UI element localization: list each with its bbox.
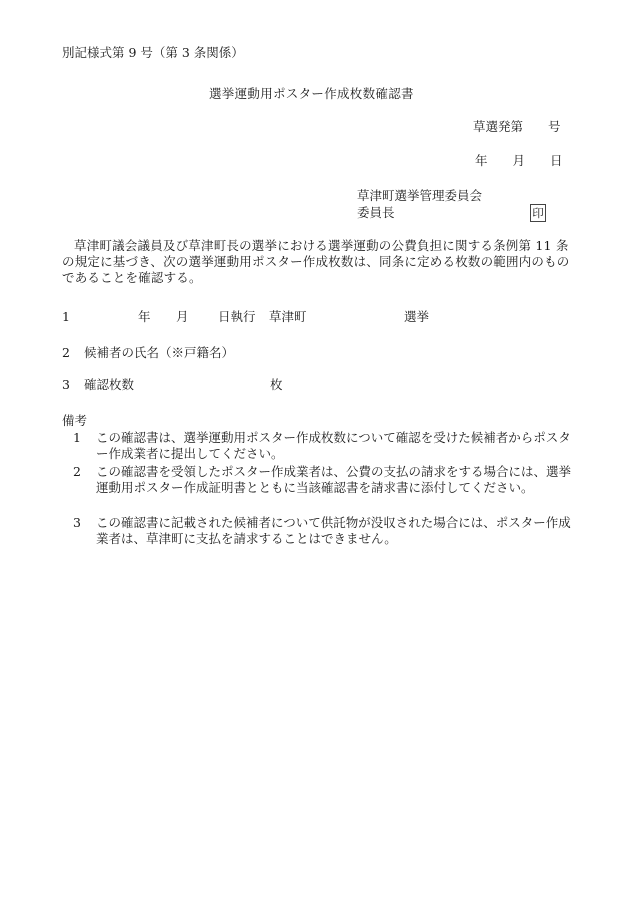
note-1-number: 1 — [73, 430, 81, 445]
seal-mark: 印 — [530, 204, 546, 222]
note-2 — [62, 464, 577, 496]
item-2-number: 2 — [62, 345, 70, 360]
date-line: 年 月 日 — [475, 153, 563, 168]
item-1-town: 草津町 — [269, 309, 307, 324]
notes-heading: 備考 — [62, 413, 88, 428]
note-3-number: 3 — [73, 515, 81, 530]
note-1 — [62, 430, 577, 462]
item-1-month: 月 — [176, 309, 189, 324]
document-number: 草選発第 号 — [473, 119, 561, 134]
issuer-organization: 草津町選挙管理委員会 — [357, 188, 483, 203]
body-paragraph: 草津町議会議員及び草津町長の選挙における選挙運動の公費負担に関する条例第 11 条の規定に基づき、次の選挙運動用ポスター作成枚数は、同条に定める枚数の範囲内のものであることを確認する。 — [62, 238, 570, 285]
note-2-number: 2 — [73, 464, 81, 479]
note-3-text: この確認書に記載された候補者について供託物が没収された場合には、ポスター作成業者は、草津町に支払を請求することはできません。 — [96, 515, 571, 546]
item-3-number: 3 — [62, 377, 70, 392]
item-1-number: 1 — [62, 309, 70, 324]
note-3 — [62, 515, 577, 547]
item-1-year: 年 — [138, 309, 151, 324]
item-1-day: 日執行 — [218, 309, 256, 324]
item-3-label: 確認枚数 — [84, 377, 135, 392]
form-label: 別記様式第 9 号（第 3 条関係） — [62, 45, 244, 60]
note-1-text: この確認書は、選挙運動用ポスター作成枚数について確認を受けた候補者からポスター作成業者に提出してください。 — [96, 430, 571, 461]
note-2-text: この確認書を受領したポスター作成業者は、公費の支払の請求をする場合には、選挙運動用ポスター作成証明書とともに当該確認書を請求書に添付してください。 — [96, 464, 572, 495]
item-2-label: 候補者の氏名（※戸籍名） — [84, 345, 235, 360]
issuer-role: 委員長 — [357, 205, 395, 220]
item-3-unit: 枚 — [270, 377, 283, 392]
document-title: 選挙運動用ポスター作成枚数確認書 — [209, 86, 414, 101]
item-1-election: 選挙 — [404, 309, 430, 324]
